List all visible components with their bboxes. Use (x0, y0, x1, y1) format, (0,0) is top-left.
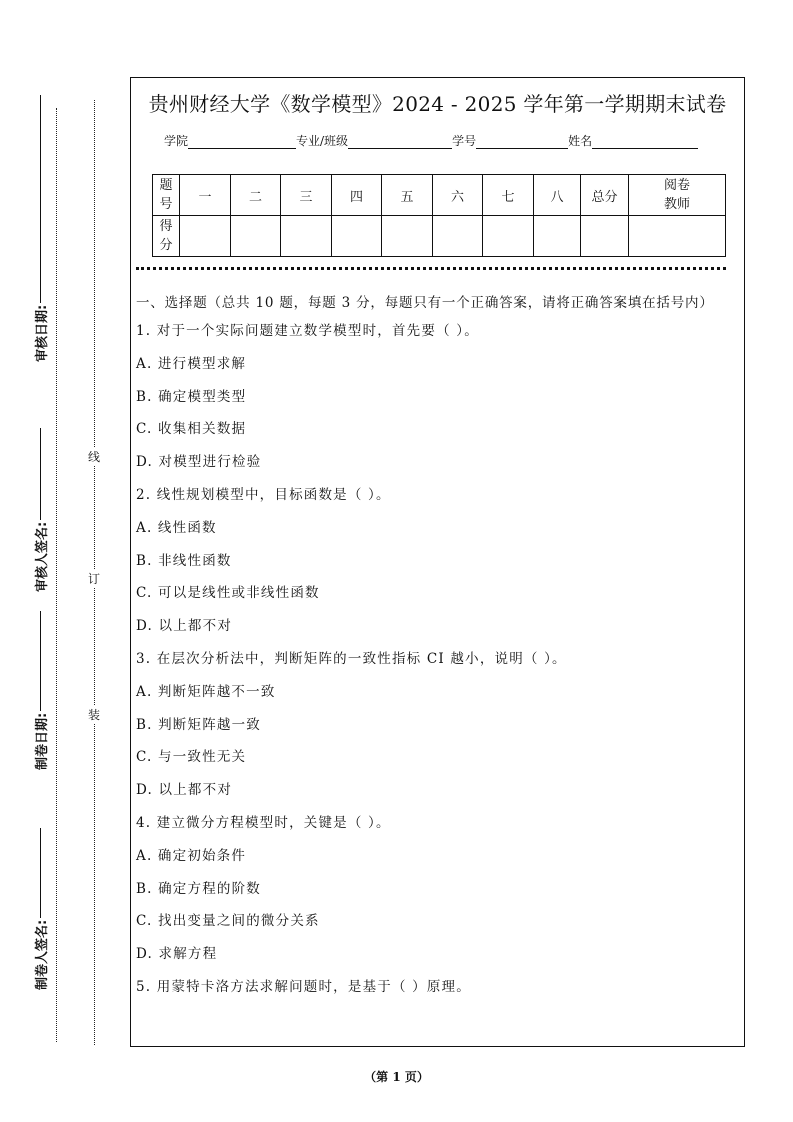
question-stem: 5. 用蒙特卡洛方法求解问题时，是基于（ ）原理。 (136, 978, 471, 995)
maker-sign-field[interactable]: 制卷人签名: (31, 828, 50, 990)
answer-option: C. 收集相关数据 (136, 421, 247, 438)
total-score-header: 总分 (581, 175, 629, 216)
total-score-cell[interactable] (581, 216, 629, 257)
exam-frame (130, 77, 745, 1047)
reviewer-date-field[interactable]: 审核日期: (31, 95, 50, 362)
column-header: 一 (180, 175, 231, 216)
section-intro: 一、选择题（总共 10 题，每题 3 分，每题只有一个正确答案，请将正确答案填在括号内） (136, 295, 714, 311)
name-label: 姓名 (568, 134, 593, 148)
reviewer-header: 阅卷 教师 (629, 175, 726, 216)
score-cell[interactable] (433, 216, 483, 257)
exam-title: 贵州财经大学《数学模型》2024 - 2025 学年第一学期期末试卷 (148, 92, 727, 116)
answer-option: B. 确定模型类型 (136, 388, 247, 405)
column-header: 八 (534, 175, 581, 216)
score-table (152, 174, 726, 257)
score-cell[interactable] (180, 216, 231, 257)
college-label: 学院 (164, 134, 189, 148)
college-blank[interactable] (188, 136, 296, 149)
score-cell[interactable] (382, 216, 433, 257)
margin-dotted-line-outer (56, 108, 57, 1042)
score-cell[interactable] (483, 216, 534, 257)
answer-option: A. 判断矩阵越不一致 (136, 683, 276, 700)
column-header: 二 (231, 175, 281, 216)
answer-option: A. 线性函数 (136, 519, 217, 536)
answer-option: D. 以上都不对 (136, 782, 233, 799)
score-cell[interactable] (231, 216, 281, 257)
student-id-label: 学号 (452, 134, 477, 148)
question-section (136, 292, 736, 1010)
question-stem: 4. 建立微分方程模型时，关键是（ ）。 (136, 814, 391, 831)
answer-option: D. 以上都不对 (136, 618, 233, 635)
answer-option: B. 确定方程的阶数 (136, 880, 262, 897)
score-cell[interactable] (281, 216, 332, 257)
score-cell[interactable] (332, 216, 382, 257)
table-row (153, 175, 726, 216)
maker-date-blank[interactable] (40, 611, 41, 711)
answer-option: D. 对模型进行检验 (136, 454, 262, 471)
student-id-blank[interactable] (476, 136, 568, 149)
dotted-separator (136, 267, 726, 270)
reviewer-sign-blank[interactable] (40, 428, 41, 520)
column-header: 四 (332, 175, 382, 216)
question-stem: 1. 对于一个实际问题建立数学模型时，首先要（ ）。 (136, 323, 479, 339)
reviewer-date-blank[interactable] (40, 95, 41, 303)
page-number: （第 1 页） (364, 1070, 429, 1084)
reviewer-sign-field[interactable]: 审核人签名: (31, 428, 50, 592)
maker-date-field[interactable]: 制卷日期: (31, 611, 50, 770)
column-header: 五 (382, 175, 433, 216)
table-row (153, 216, 726, 257)
binding-line-mark: 线 (88, 450, 101, 464)
major-class-blank[interactable] (348, 136, 452, 149)
answer-option: C. 与一致性无关 (136, 749, 247, 766)
reviewer-cell[interactable] (629, 216, 726, 257)
name-blank[interactable] (592, 136, 698, 149)
answer-option: C. 找出变量之间的微分关系 (136, 913, 320, 930)
answer-option: B. 判断矩阵越一致 (136, 716, 262, 733)
score-cell[interactable] (534, 216, 581, 257)
student-info-line (164, 132, 698, 149)
question-stem: 3. 在层次分析法中，判断矩阵的一致性指标 CI 越小，说明（ ）。 (136, 650, 567, 667)
answer-option: A. 进行模型求解 (136, 355, 247, 372)
binding-order-mark: 订 (88, 572, 101, 586)
question-number-header: 题 号 (153, 175, 180, 216)
answer-option: A. 确定初始条件 (136, 847, 247, 864)
answer-option: B. 非线性函数 (136, 552, 232, 569)
major-class-label: 专业/班级 (296, 134, 349, 148)
column-header: 三 (281, 175, 332, 216)
column-header: 七 (483, 175, 534, 216)
binding-bind-mark: 装 (88, 708, 101, 722)
question-stem: 2. 线性规划模型中，目标函数是（ ）。 (136, 486, 391, 503)
score-row-header: 得 分 (153, 216, 180, 257)
maker-sign-blank[interactable] (40, 828, 41, 918)
answer-option: D. 求解方程 (136, 946, 218, 963)
answer-option: C. 可以是线性或非线性函数 (136, 585, 320, 602)
column-header: 六 (433, 175, 483, 216)
